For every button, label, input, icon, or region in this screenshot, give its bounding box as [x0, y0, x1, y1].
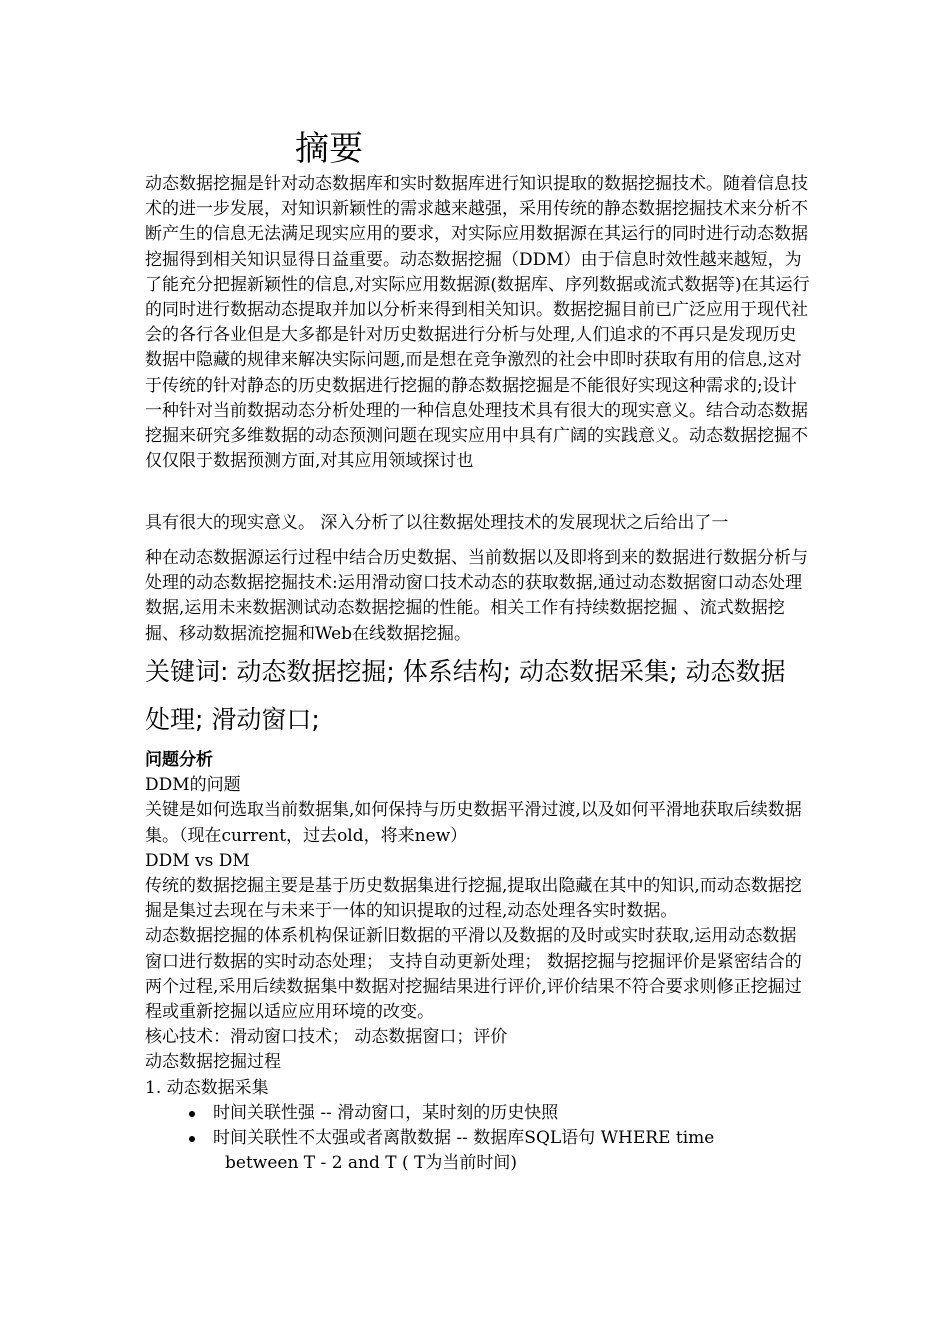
- section-heading: 问题分析: [145, 750, 213, 770]
- keywords-line: [145, 648, 810, 744]
- page-title: 摘要: [295, 129, 363, 169]
- core-tech-text: 核心技术：滑动窗口技术； 动态数据窗口；评价: [145, 1027, 508, 1048]
- list-item: [185, 1101, 810, 1126]
- keywords-text: : 动态数据挖掘; 体系结构; 动态数据采集; 动态数据处理; 滑动窗口;: [145, 657, 786, 734]
- keywords-label: 关键词: [145, 657, 221, 686]
- step-1-title: 1. 动态数据采集: [145, 1077, 269, 1098]
- step-1-bullet-list: [145, 1101, 810, 1177]
- process-title: 动态数据挖掘过程: [145, 1052, 281, 1073]
- bullet-text: 时间关联性不太强或者离散数据 -- 数据库SQL语句 WHERE time: [213, 1128, 715, 1149]
- bullet-text-continuation: between T - 2 and T ( T为当前时间): [225, 1153, 518, 1174]
- bullet-text: 时间关联性强 -- 滑动窗口，某时刻的历史快照: [213, 1102, 559, 1123]
- abstract-paragraph-1: 动态数据挖掘是针对动态数据库和实时数据库进行知识提取的数据挖掘技术。随着信息技术的进一步发展，对知识新颖性的需求越来越强，采用传统的静态数据挖掘技术来分析不断产生的信息无法满足现实应用的要求，对实际应用数据源在其运行的同时进行动态数据挖掘得到相关知识显得日益重要。动态数据挖掘（DDM）由于信息时效性越来越短，为了能充分把握新颖性的信息,对实际应用数据源(数据库、序列数据或流式数据等)在其运行的同时进行数据动态提取并加以分析来得到相关知识。数据挖掘目前已广泛应用于现代社会的各行各业但是大多都是针对历史数据进行分析与处理,人们追求的不再只是发现历史数据中隐藏的规律来解决实际问题,而是想在竞争激烈的社会中即时获取有用的信息,这对于传统的针对静态的历史数据进行挖掘的静态数据挖掘是不能很好实现这种需求的;设计一种针对当前数据动态分析处理的一种信息处理技术具有很大的现实意义。结合动态数据挖掘来研究多维数据的动态预测问题在现实应用中具有广阔的实践意义。动态数据挖掘不仅仅限于数据预测方面,对其应用领域探讨也: [145, 174, 810, 472]
- architecture-text: 动态数据挖掘的体系机构保证新旧数据的平滑以及数据的及时或实时获取,运用动态数据窗口进行数据的实时动态处理； 支持自动更新处理； 数据挖掘与挖掘评价是紧密结合的两个过程,采用后续数据集中数据对挖掘结果进行评价,评价结果不符合要求则修正挖掘过程或重新挖掘以适应应用环境的改变。: [145, 926, 802, 1023]
- problem-analysis-section: [145, 748, 810, 1176]
- bullet-dot-icon: [189, 1111, 195, 1117]
- ddm-problem-text: 关键是如何选取当前数据集,如何保持与历史数据平滑过渡,以及如何平滑地获取后续数据集。（现在current，过去old，将来new）: [145, 800, 802, 846]
- ddm-problem-title: DDM的问题: [145, 775, 241, 796]
- abstract-paragraph-3: 种在动态数据源运行过程中结合历史数据、当前数据以及即将到来的数据进行数据分析与处理的动态数据挖掘技术:运用滑动窗口技术动态的获取数据,通过动态数据窗口动态处理数据,运用未来数据测试动态数据挖掘的性能。相关工作有持续数据挖掘 、流式数据挖掘、移动数据流挖掘和Web在线数据挖掘。: [145, 548, 808, 644]
- ddm-vs-dm-title: DDM vs DM: [145, 850, 250, 871]
- list-item: [185, 1126, 810, 1176]
- abstract-paragraph-2: 具有很大的现实意义。 深入分析了以往数据处理技术的发展现状之后给出了一: [145, 513, 729, 533]
- ddm-vs-dm-text: 传统的数据挖掘主要是基于历史数据集进行挖掘,提取出隐藏在其中的知识,而动态数据挖掘是集过去现在与未来于一体的知识提取的过程,动态处理各实时数据。: [145, 876, 802, 922]
- bullet-dot-icon: [189, 1136, 195, 1142]
